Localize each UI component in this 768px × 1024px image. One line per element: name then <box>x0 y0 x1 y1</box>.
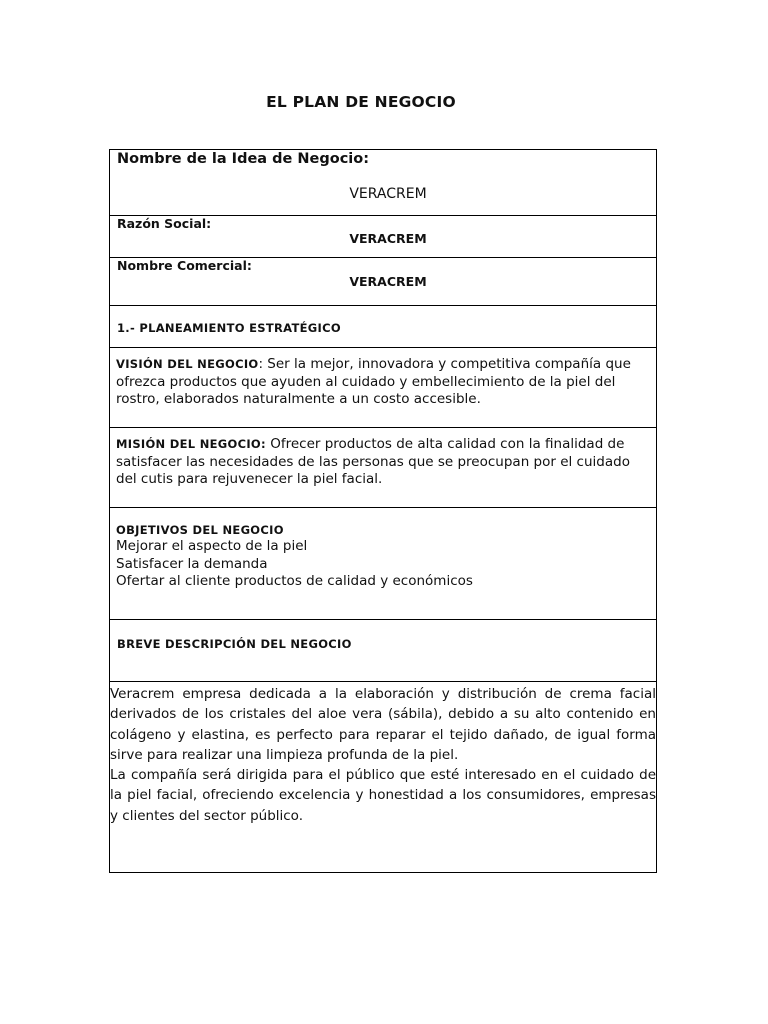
objetivos-list <box>116 523 473 591</box>
idea-label: Nombre de la Idea de Negocio: <box>117 151 370 167</box>
breve-heading: BREVE DESCRIPCIÓN DEL NEGOCIO <box>117 637 352 651</box>
planeamiento-heading: 1.- PLANEAMIENTO ESTRATÉGICO <box>117 321 341 335</box>
document-title: EL PLAN DE NEGOCIO <box>266 93 456 111</box>
idea-row <box>110 150 656 216</box>
planeamiento-row <box>110 306 656 348</box>
mision-row <box>110 428 656 508</box>
vision-paragraph <box>116 356 650 409</box>
descripcion-row <box>110 682 656 872</box>
descripcion-text <box>110 684 656 826</box>
mision-heading: MISIÓN DEL NEGOCIO: <box>116 437 266 451</box>
razon-social-row <box>110 216 656 258</box>
objetivo-item: Satisfacer la demanda <box>116 555 268 572</box>
objetivos-heading: OBJETIVOS DEL NEGOCIO <box>116 523 284 537</box>
idea-value: VERACREM <box>349 186 427 202</box>
mision-text: Ofrecer productos de alta calidad con la finalidad de satisfacer las necesidades de las personas que se preocupan por el cuidado del cutis para rejuvenecer la piel facial. <box>116 436 630 487</box>
vision-heading: VISIÓN DEL NEGOCIO <box>116 357 259 371</box>
breve-row <box>110 620 656 682</box>
vision-row <box>110 348 656 428</box>
nombre-comercial-row <box>110 258 656 306</box>
nombre-comercial-label: Nombre Comercial: <box>117 258 252 273</box>
razon-social-label: Razón Social: <box>117 216 212 231</box>
objetivo-item: Mejorar el aspecto de la piel <box>116 538 308 554</box>
razon-social-value: VERACREM <box>349 231 427 246</box>
objetivo-item: Ofertar al cliente productos de calidad y económicos <box>116 573 473 589</box>
vision-text: : Ser la mejor, innovadora y competitiva compañía que ofrezca productos que ayuden al cuidado y embellecimiento de la piel del rostro, elaborados naturalmente a un costo accesible. <box>116 356 631 407</box>
business-plan-form <box>109 149 657 873</box>
nombre-comercial-value: VERACREM <box>349 274 427 289</box>
descripcion-paragraph: La compañía será dirigida para el público que esté interesado en el cuidado de la piel facial, ofreciendo excelencia y honestidad a los consumidores, empresas y clientes del sector público. <box>110 767 656 824</box>
mision-paragraph <box>116 436 650 489</box>
descripcion-paragraph: Veracrem empresa dedicada a la elaboración y distribución de crema facial derivados de los cristales del aloe vera (sábila), debido a su alto contenido en colágeno y elastina, es perfecto para reparar el tejido dañado, de igual forma sirve para realizar una limpieza profunda de la piel. <box>110 686 656 763</box>
objetivos-row <box>110 508 656 620</box>
